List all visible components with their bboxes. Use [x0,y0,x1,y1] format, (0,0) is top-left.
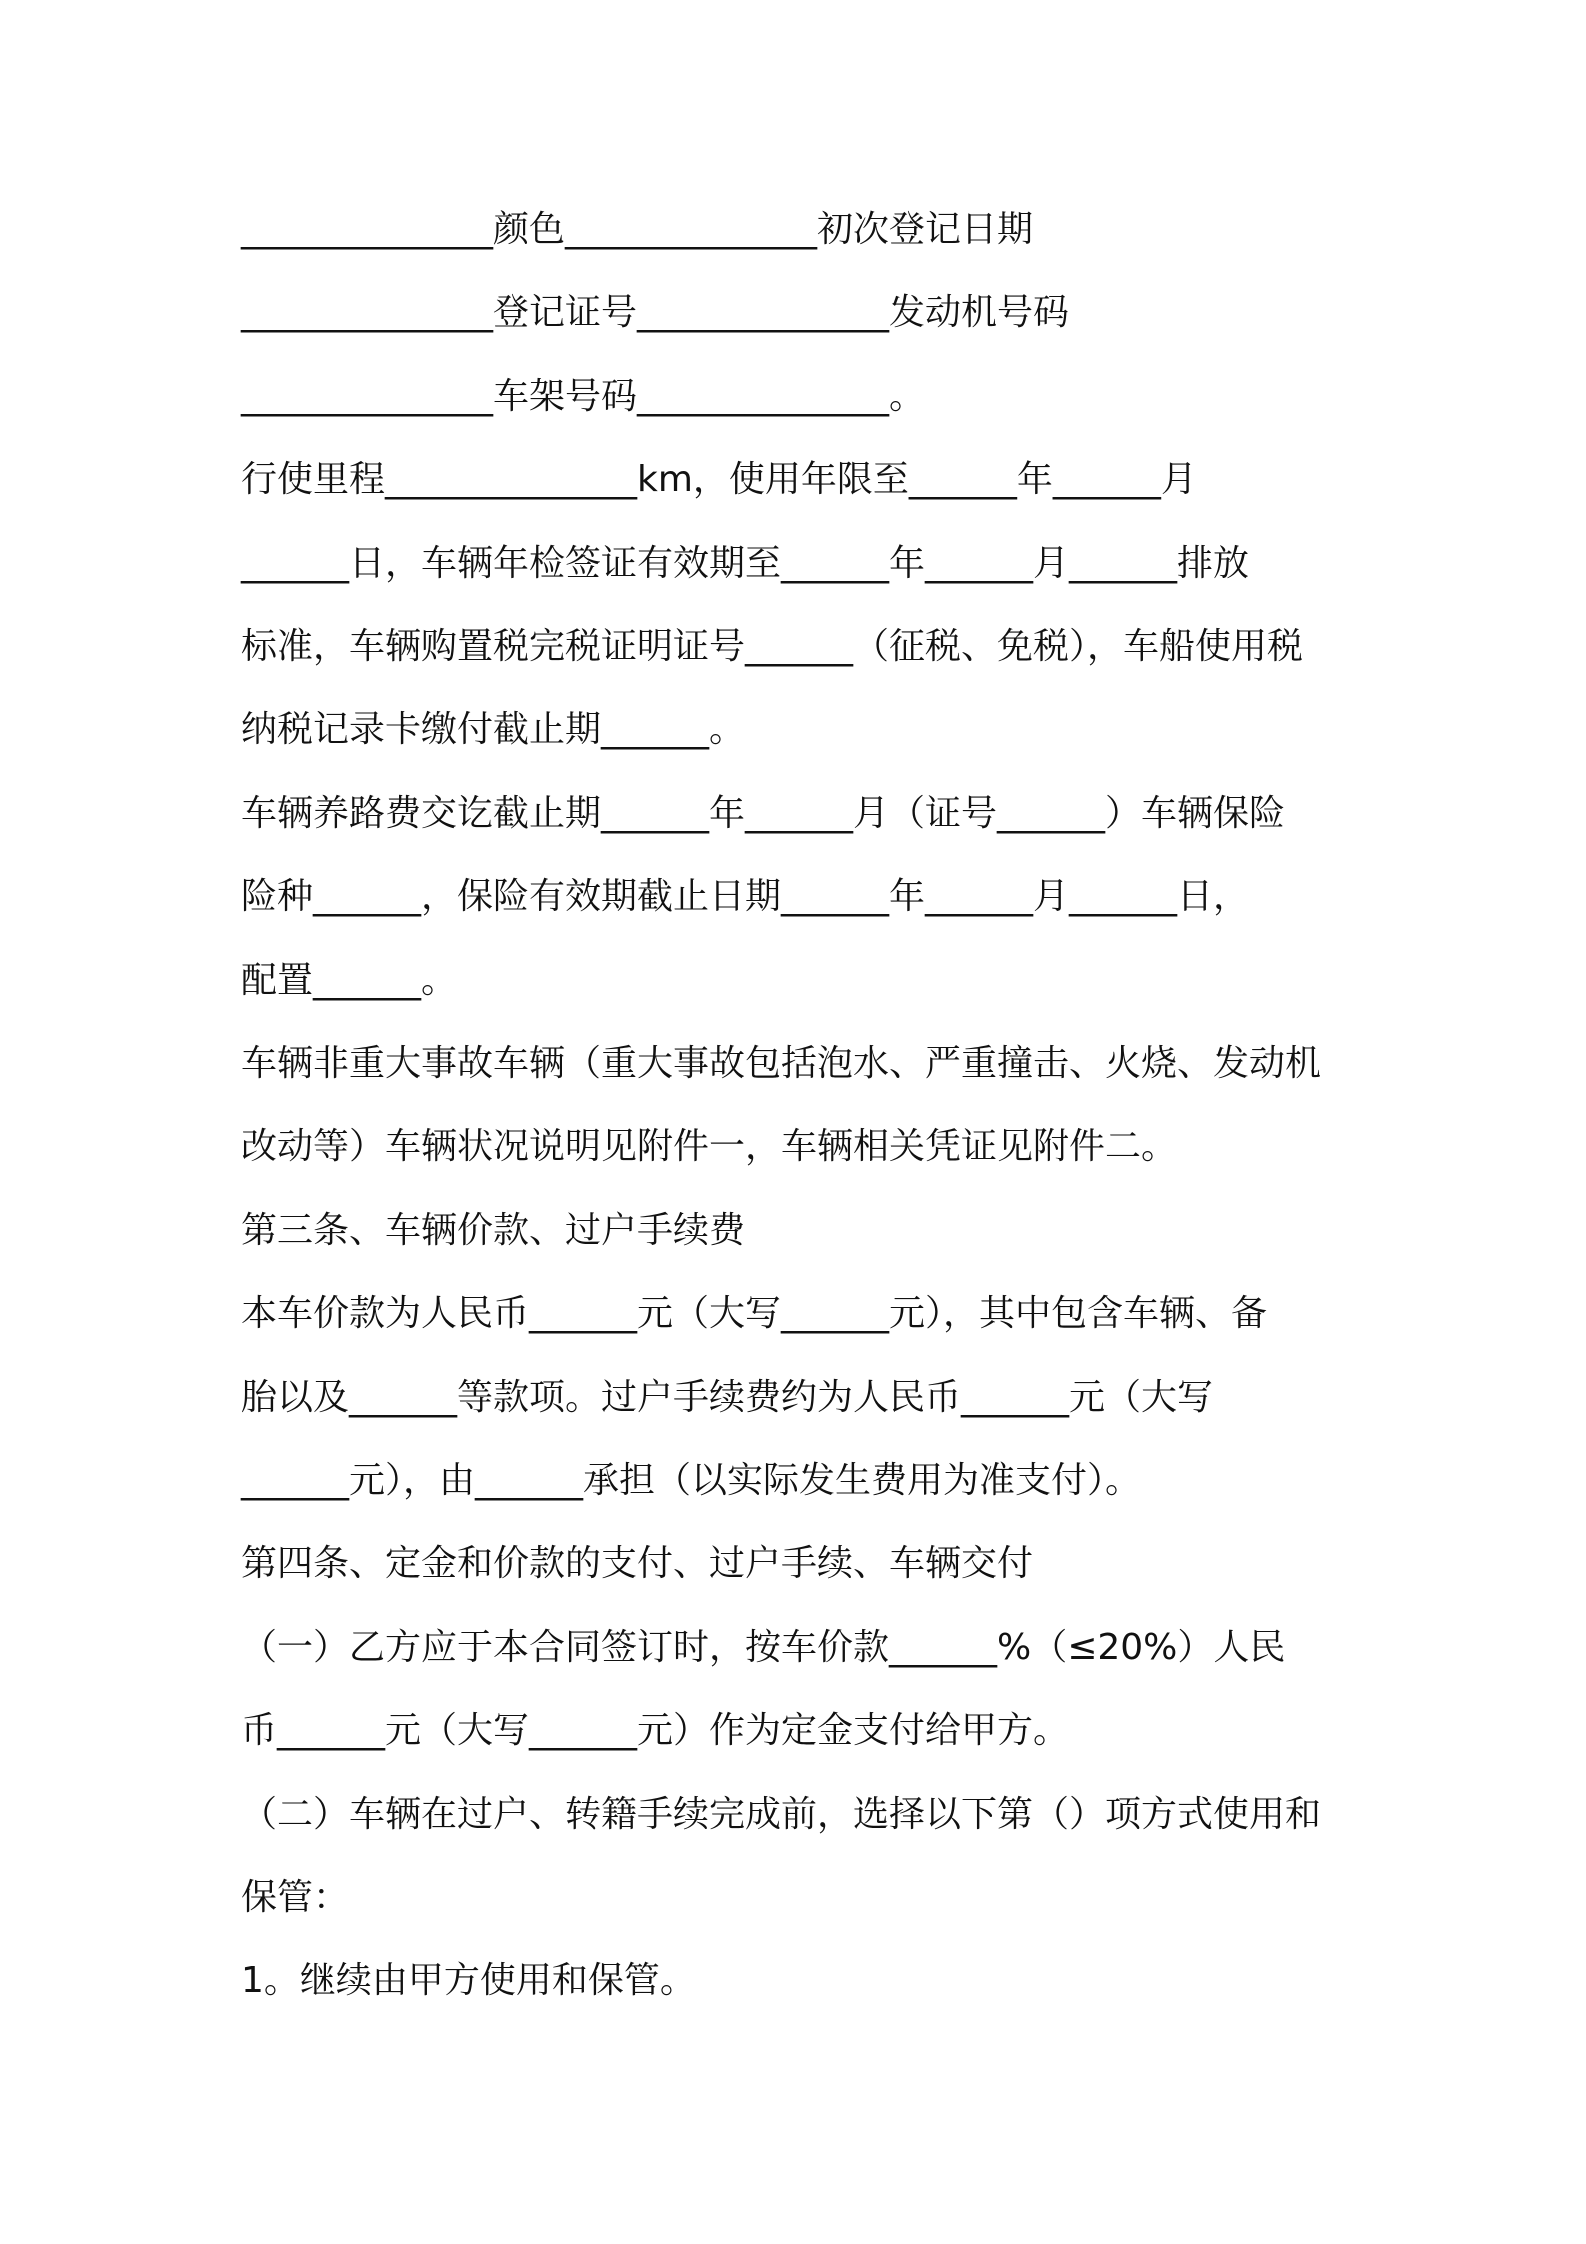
text-line: 车辆养路费交讫截止期______年______月（证号______）车辆保险 [241,793,1286,834]
section-heading: 第三条、车辆价款、过户手续费 [241,1210,746,1251]
text-line: 纳税记录卡缴付截止期______。 [241,709,746,750]
text-line: ______日，车辆年检签证有效期至______年______月______排放 [241,543,1250,584]
text-line: ______________登记证号______________发动机号码 [241,292,1070,333]
text-line: ______元），由______承担（以实际发生费用为准支付）。 [241,1460,1142,1501]
text-line: 配置______。 [241,960,458,1001]
text-line: ______________车架号码______________。 [241,376,926,417]
text-line: 标准，车辆购置税完税证明证号______（征税、免税），车船使用税 [241,626,1304,667]
text-line: 险种______，保险有效期截止日期______年______月______日， [241,876,1250,917]
text-line: ______________颜色______________初次登记日期 [241,209,1034,250]
text-line: 本车价款为人民币______元（大写______元），其中包含车辆、备 [241,1293,1268,1334]
text-line: 车辆非重大事故车辆（重大事故包括泡水、严重撞击、火烧、发动机 [241,1043,1322,1084]
text-line: 改动等）车辆状况说明见附件一，车辆相关凭证见附件二。 [241,1126,1178,1167]
text-line: 币______元（大写______元）作为定金支付给甲方。 [241,1710,1070,1751]
text-line: （一）乙方应于本合同签订时，按车价款______%（≤20%）人民 [241,1627,1286,1668]
text-line: （二）车辆在过户、转籍手续完成前，选择以下第（）项方式使用和 [241,1794,1322,1835]
section-heading: 第四条、定金和价款的支付、过户手续、车辆交付 [241,1543,1034,1584]
text-line: 保管： [241,1877,350,1918]
text-line: 1。继续由甲方使用和保管。 [241,1960,696,2001]
text-line: 胎以及______等款项。过户手续费约为人民币______元（大写 [241,1377,1214,1418]
text-line: 行使里程______________km，使用年限至______年______月 [241,459,1197,500]
